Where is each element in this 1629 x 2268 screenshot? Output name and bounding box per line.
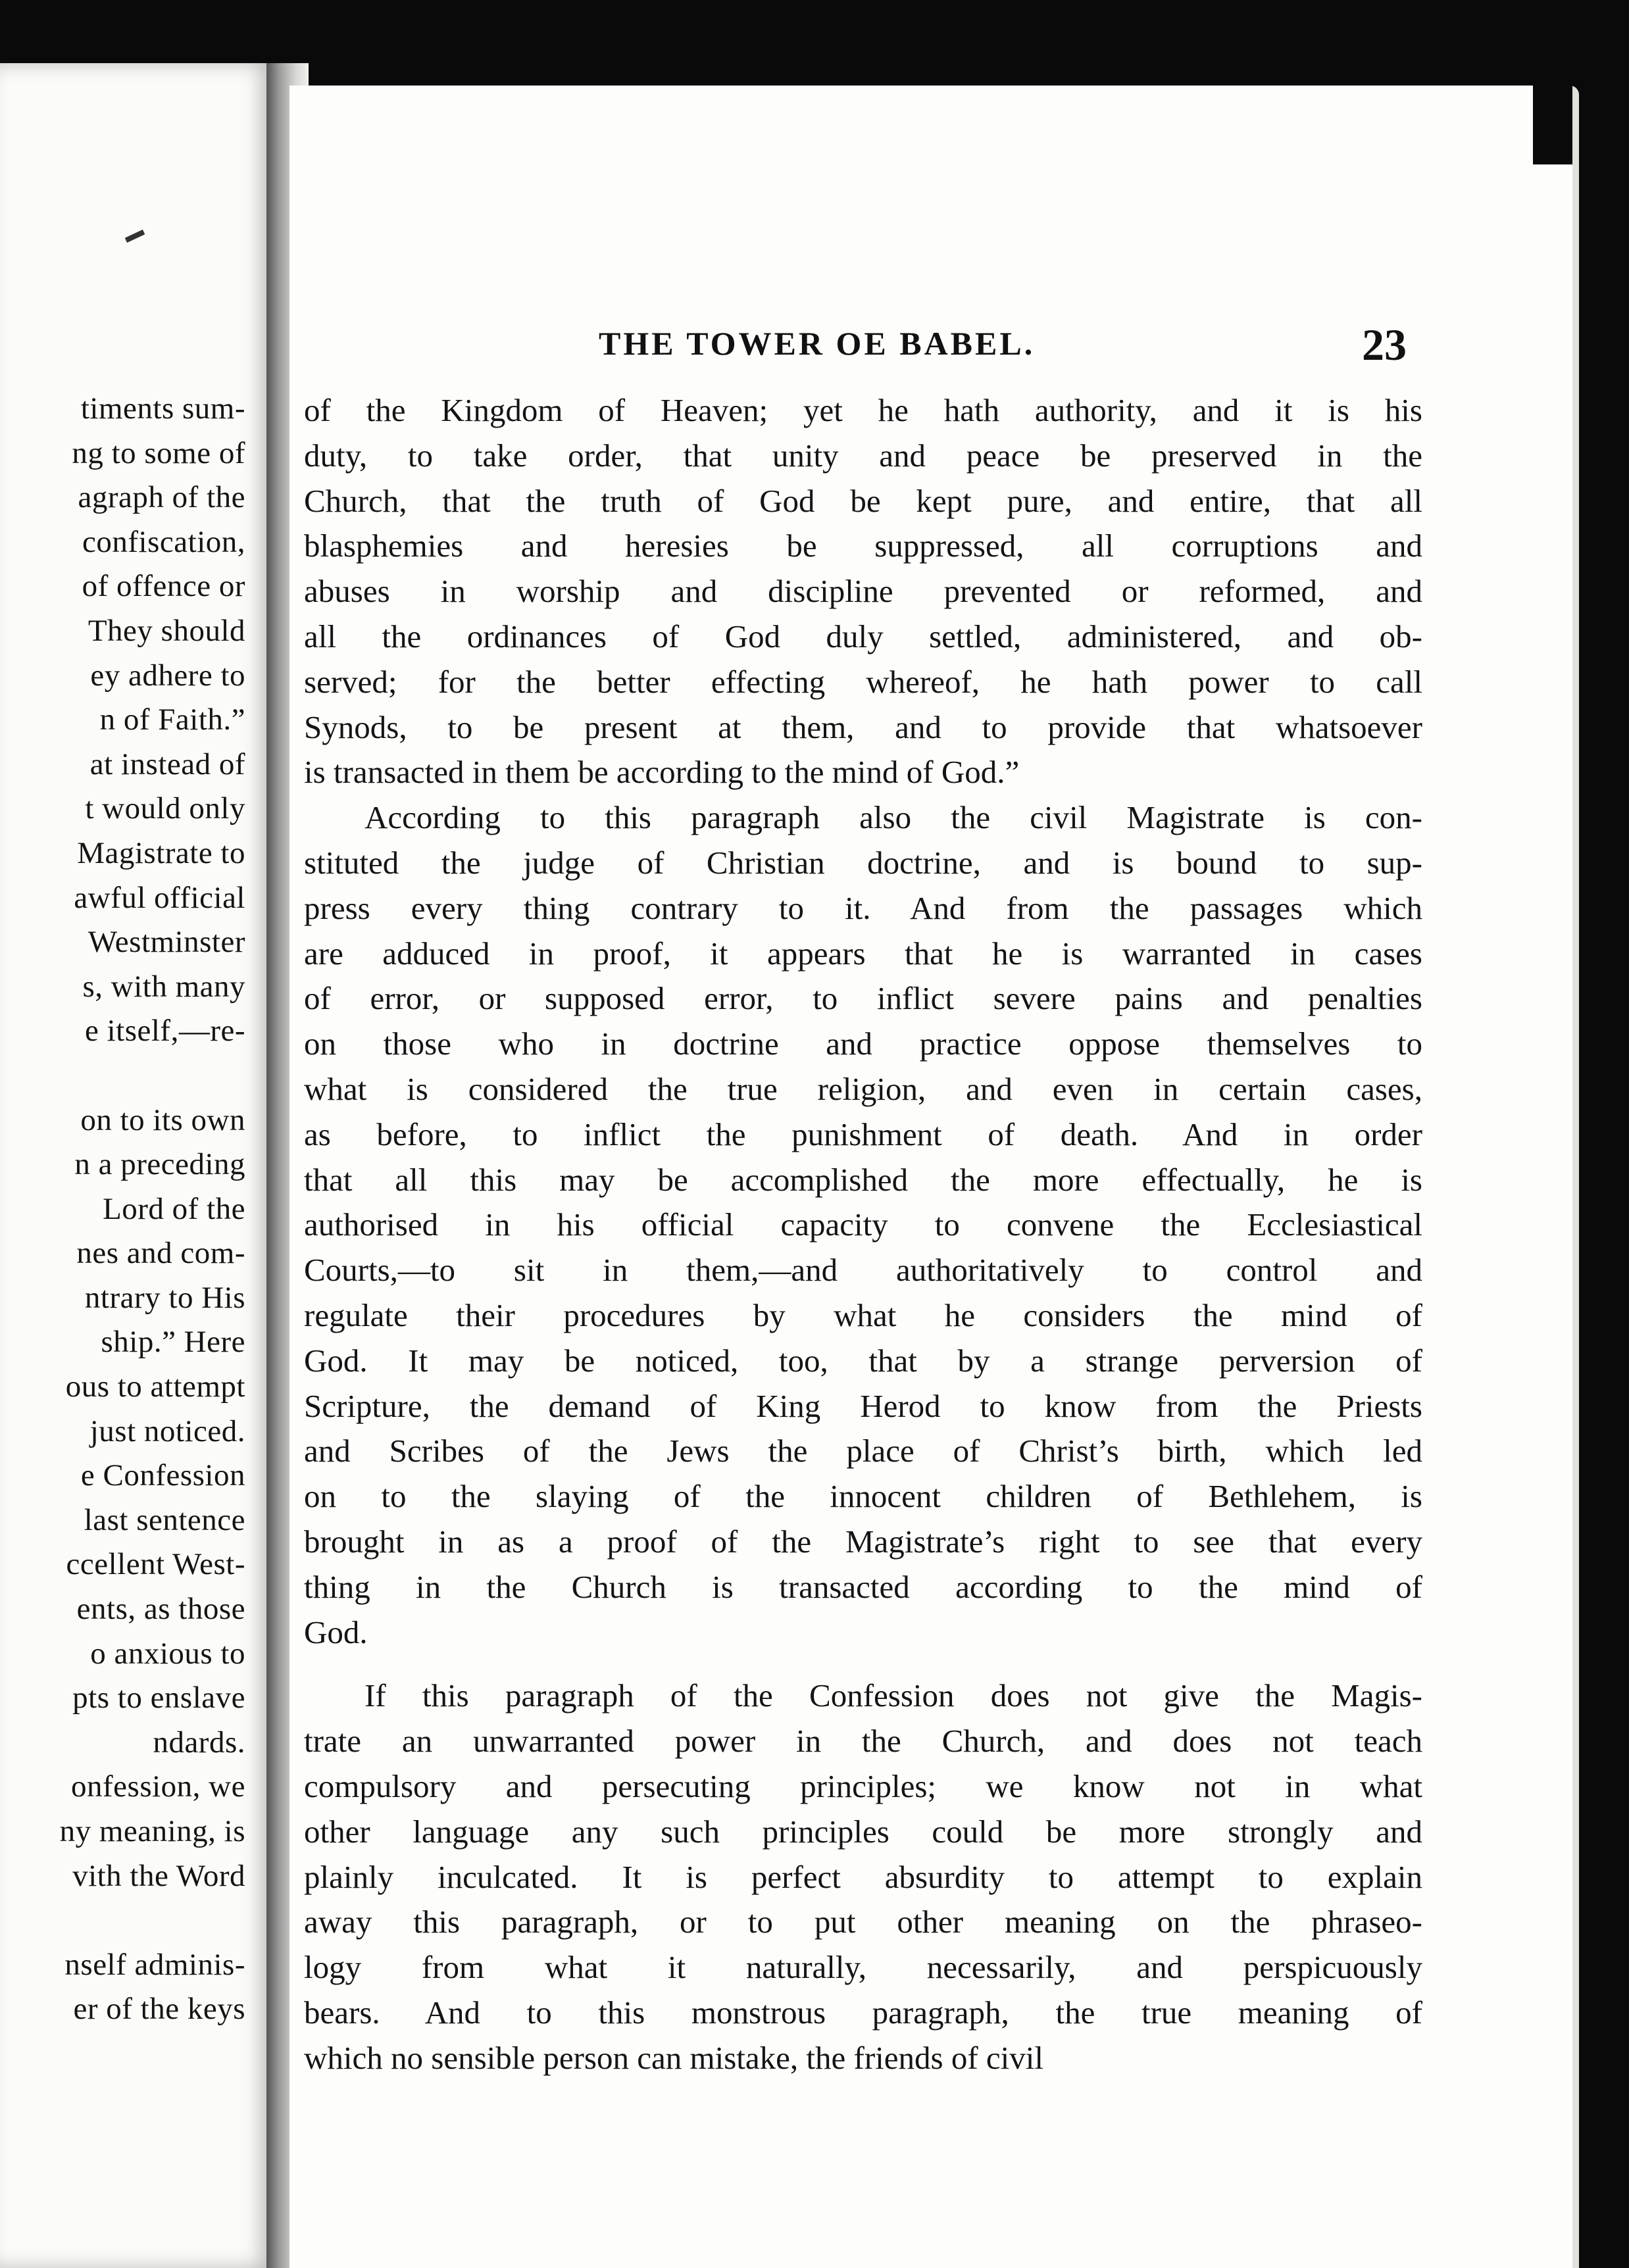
- text-line: away this paragraph, or to put other meaning on the phraseo-: [304, 1904, 1422, 1940]
- left-page-line: e Confession: [80, 1458, 245, 1493]
- left-page-line: ndards.: [153, 1725, 245, 1760]
- left-page-line: ous to attempt: [65, 1369, 245, 1404]
- paragraph-gap: [304, 1655, 1422, 1673]
- text-line: According to this paragraph also the civil Magistrate is con-: [364, 799, 1422, 836]
- left-page-line: nself adminis-: [64, 1947, 245, 1982]
- left-page-line: [9, 1054, 245, 1098]
- text-line: are adduced in proof, it appears that he is warranted in cases: [304, 935, 1422, 972]
- left-page-line: pts to enslave: [72, 1681, 245, 1715]
- left-page-line: last sentence: [84, 1502, 245, 1537]
- text-line: thing in the Church is transacted according to the mind of: [304, 1568, 1422, 1605]
- left-page-line: Lord of the: [103, 1191, 245, 1226]
- left-page-text: [9, 387, 245, 2032]
- text-line: other language any such principles could be more strongly and: [304, 1813, 1422, 1850]
- left-page-line: agraph of the: [78, 480, 245, 515]
- left-page-line: at instead of: [89, 747, 245, 781]
- text-line: logy from what it naturally, necessarily, and perspicuously: [304, 1949, 1422, 1986]
- left-page-line: n of Faith.”: [99, 703, 245, 737]
- right-page: [289, 86, 1579, 2268]
- text-line: and Scribes of the Jews the place of Christ’s birth, which led: [304, 1433, 1422, 1469]
- left-page-line: n a preceding: [74, 1147, 245, 1182]
- text-line: blasphemies and heresies be suppressed, all corruptions and: [304, 528, 1422, 564]
- text-line: served; for the better effecting whereof, he hath power to call: [304, 663, 1422, 700]
- text-line: authorised in his official capacity to convene the Ecclesiastical: [304, 1206, 1422, 1243]
- body-text: [304, 388, 1422, 2081]
- paragraph: [304, 388, 1422, 795]
- left-page-line: ey adhere to: [90, 658, 245, 693]
- text-line: God.: [304, 1614, 368, 1650]
- text-line: is transacted in them be according to the mind of God.”: [304, 754, 1020, 791]
- running-head: THE TOWER OE BABEL.: [599, 325, 1036, 362]
- left-page-line: vith the Word: [72, 1858, 245, 1893]
- text-line: stituted the judge of Christian doctrine, and is bound to sup-: [304, 844, 1422, 881]
- left-page-line: onfession, we: [71, 1769, 245, 1804]
- text-line: brought in as a proof of the Magistrate’s right to see that every: [304, 1523, 1422, 1560]
- text-line: God. It may be noticed, too, that by a strange perversion of: [304, 1342, 1422, 1379]
- text-line: compulsory and persecuting principles; we know not in what: [304, 1767, 1422, 1804]
- text-line: Scripture, the demand of King Herod to know from the Priests: [304, 1387, 1422, 1424]
- text-line: that all this may be accomplished the more effectually, he is: [304, 1161, 1422, 1198]
- left-page-line: nes and com-: [76, 1236, 245, 1271]
- left-page-fragment: [0, 63, 273, 2268]
- text-line: Courts,—to sit in them,—and authoritatively to control and: [304, 1252, 1422, 1289]
- left-page-line: Westminster: [88, 925, 245, 960]
- left-page-line: of offence or: [82, 569, 245, 604]
- left-page-line: [9, 1898, 245, 1943]
- left-page-line: e itself,—re-: [84, 1014, 245, 1048]
- text-line: what is considered the true religion, and even in certain cases,: [304, 1070, 1422, 1107]
- left-page-line: awful official: [74, 880, 245, 915]
- left-page-line: t would only: [85, 791, 245, 826]
- left-page-line: ng to some of: [72, 435, 245, 470]
- left-page-line: o anxious to: [90, 1636, 245, 1671]
- text-line: as before, to inflict the punishment of death. And in order: [304, 1116, 1422, 1152]
- text-line: on those who in doctrine and practice oppose themselves to: [304, 1025, 1422, 1062]
- page-corner: [1533, 86, 1572, 164]
- text-line: on to the slaying of the innocent children of Bethlehem, is: [304, 1478, 1422, 1515]
- page-number: 23: [1362, 320, 1407, 370]
- text-line: trate an unwarranted power in the Church, and does not teach: [304, 1723, 1422, 1760]
- left-page-line: They should: [88, 613, 245, 648]
- left-page-line: ship.” Here: [101, 1325, 245, 1360]
- page-header: [289, 320, 1572, 370]
- text-line: abuses in worship and discipline prevented or reformed, and: [304, 573, 1422, 610]
- paragraph: [304, 795, 1422, 1655]
- left-page-line: er of the keys: [73, 1992, 245, 2027]
- text-line: plainly inculcated. It is perfect absurdity to attempt to explain: [304, 1858, 1422, 1895]
- left-page-line: Magistrate to: [77, 835, 245, 870]
- text-line: which no sensible person can mistake, the friends of civil: [304, 2039, 1043, 2076]
- text-line: of error, or supposed error, to inflict severe pains and penalties: [304, 980, 1422, 1017]
- text-line: bears. And to this monstrous paragraph, the true meaning of: [304, 1994, 1422, 2031]
- paragraph: [304, 1673, 1422, 2081]
- text-line: duty, to take order, that unity and peace be preserved in the: [304, 437, 1422, 474]
- left-page-line: ntrary to His: [84, 1280, 245, 1315]
- left-page-line: timents sum-: [80, 391, 245, 426]
- left-page-line: ents, as those: [76, 1592, 245, 1627]
- text-line: regulate their procedures by what he considers the mind of: [304, 1296, 1422, 1333]
- left-page-line: confiscation,: [82, 524, 245, 559]
- text-line: Church, that the truth of God be kept pure, and entire, that all: [304, 482, 1422, 519]
- text-line: press every thing contrary to it. And from the passages which: [304, 889, 1422, 926]
- left-page-line: ny meaning, is: [59, 1814, 245, 1848]
- text-line: Synods, to be present at them, and to provide that whatsoever: [304, 708, 1422, 745]
- text-line: If this paragraph of the Confession does not give the Magis-: [364, 1677, 1422, 1714]
- text-line: of the Kingdom of Heaven; yet he hath authority, and it is his: [304, 392, 1422, 428]
- left-page-line: ccellent West-: [66, 1547, 245, 1582]
- left-page-line: s, with many: [82, 969, 245, 1004]
- left-page-line: on to its own: [80, 1102, 245, 1137]
- text-line: all the ordinances of God duly settled, administered, and ob-: [304, 618, 1422, 654]
- left-page-line: just noticed.: [89, 1414, 245, 1448]
